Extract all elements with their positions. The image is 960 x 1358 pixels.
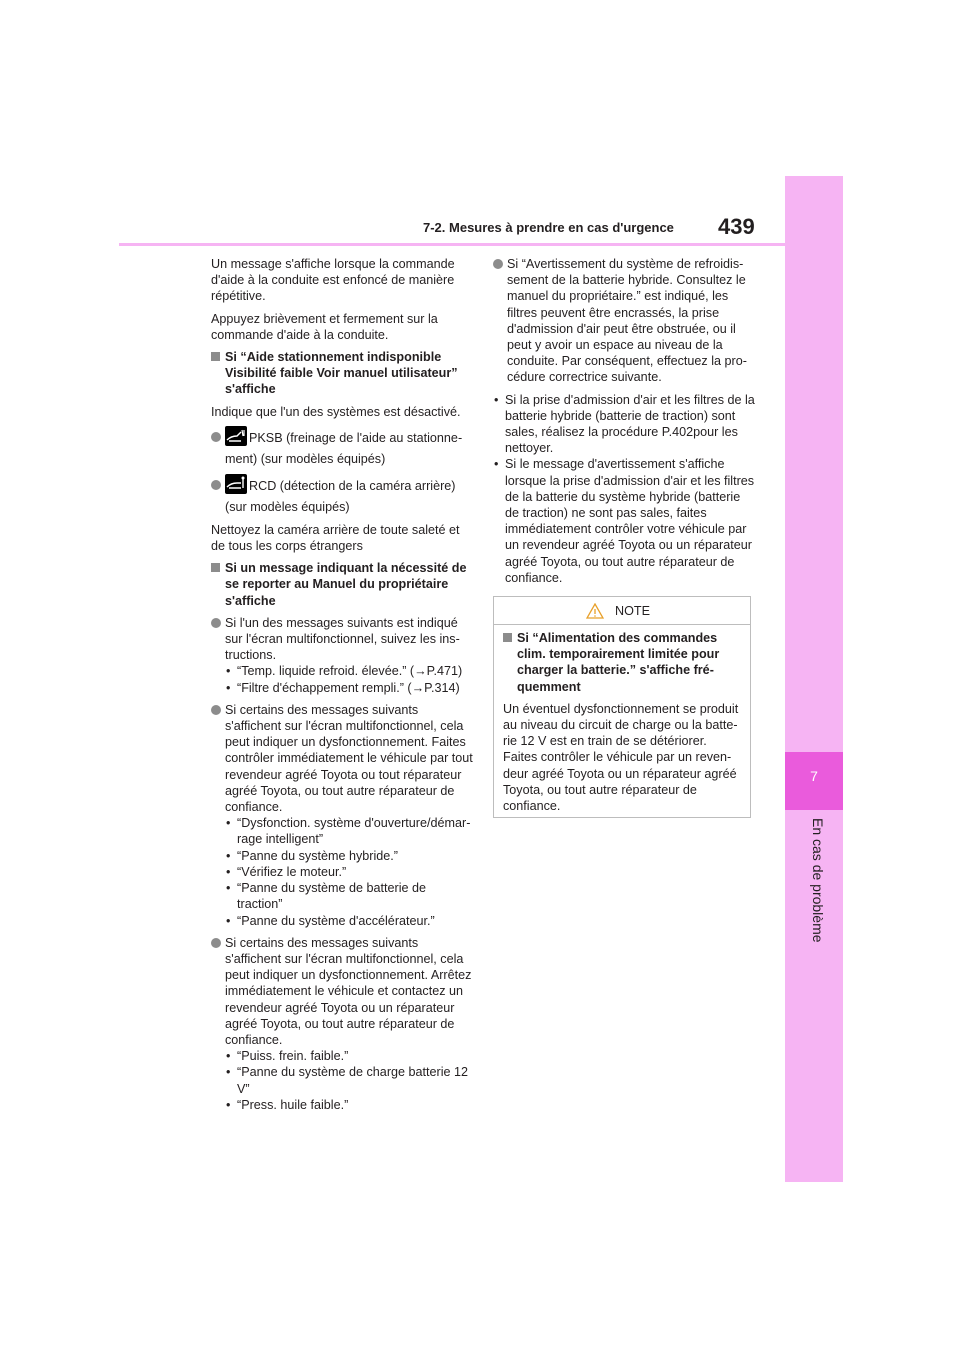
note-title: NOTE — [615, 604, 650, 618]
paragraph-clean-camera: Nettoyez la caméra arrière de toute saleté et de tous les corps étrangers — [211, 522, 460, 554]
rcd-camera-icon — [225, 474, 247, 494]
square-bullet-icon — [211, 352, 220, 361]
round-bullet-icon — [211, 480, 221, 490]
heading-parking-assist: Si “Aide stationnement indisponible Visibilité faible Voir manuel utilisateur” s'affiche — [211, 349, 473, 398]
round-bullet-icon — [211, 432, 221, 442]
list-item: • “Filtre d'échappement rempli.” (→P.314) — [225, 680, 473, 696]
warning-triangle-icon — [586, 603, 604, 619]
note-header — [494, 597, 750, 625]
pksb-item: PKSB (freinage de l'aide au stationnement) (sur modèles équipés) — [211, 426, 473, 470]
note-box — [493, 596, 751, 818]
heading-owner-manual: Si un message indiquant la nécessité de se reporter au Manuel du propriétaire s'affiche — [211, 560, 473, 609]
list-item: • “Temp. liquide refroid. élevée.” (→P.471) — [225, 663, 473, 679]
list-item: • Si le message d'avertissement s'affiche lorsque la prise d'admission d'air et les filtres de la batterie du système hybride (batterie de traction) ne sont pas sales, faites immédiatement contrôler votre véhicule par un revendeur agréé Toyota ou un réparateur agréé Toyota, ou tout autre réparateur de confiance. — [493, 456, 755, 586]
paragraph-system-disabled: Indique que l'un des systèmes est désactivé. — [211, 404, 461, 419]
round-bullet-icon — [211, 938, 221, 948]
intro-paragraph-1: Un message s'affiche lorsque la commande d'aide à la conduite est enfoncé de manière répétitive. — [211, 257, 455, 304]
pksb-car-icon — [225, 426, 247, 446]
bullet-follow-instructions: Si l'un des messages suivants est indiqué sur l'écran multifonctionnel, suivez les instructions. • “Temp. liquide refroid. élevée.” (→P.471) • “Filtre d'échappement rempli.” (→P.314) — [211, 615, 473, 696]
bullet-have-checked: Si certains des messages suivants s'affichent sur l'écran multifonctionnel, cela peut indiquer un dysfonctionnement. Faites contrôler immédiatement le véhicule par tout revendeur agréé Toyota ou tout réparateur agréé Toyota, ou tout autre réparateur de confiance. • “Dysfonction. système d'ouverture/démarrage intelligent” • “Panne du système hybride.” • “Vérifiez le moteur.” • “Panne du système de batterie de traction” • “Panne du système d'accélérateur.” — [211, 702, 473, 929]
intro-paragraph-2: Appuyez brièvement et fermement sur la commande d'aide à la conduite. — [211, 311, 438, 342]
note-heading: Si “Alimentation des commandes clim. temporairement limitée pour charger la batterie.” s'affiche fréquemment — [503, 630, 742, 695]
round-bullet-icon — [493, 259, 503, 269]
rcd-item: RCD (détection de la caméra arrière) (sur modèles équipés) — [211, 474, 473, 518]
side-tab-number: 7 — [810, 768, 818, 784]
list-item: • “Puiss. frein. faible.” — [225, 1048, 473, 1064]
side-tab-strip — [785, 176, 843, 1182]
bullet-stop-vehicle: Si certains des messages suivants s'affichent sur l'écran multifonctionnel, cela peut indiquer un dysfonctionnement. Arrêtez immédiatement le véhicule et contactez un revendeur agréé Toyota ou un réparateur agréé Toyota, ou tout autre réparateur de confiance. • “Puiss. frein. faible.” • “Panne du système de charge batterie 12 V” • “Press. huile faible.” — [211, 935, 473, 1113]
square-bullet-icon — [503, 633, 512, 642]
round-bullet-icon — [211, 618, 221, 628]
list-item: • “Panne du système hybride.” — [225, 848, 473, 864]
left-column — [211, 256, 473, 1119]
page-number: 439 — [718, 214, 755, 239]
square-bullet-icon — [211, 563, 220, 572]
header-rule — [119, 243, 785, 246]
list-item: • Si la prise d'admission d'air et les filtres de la batterie hybride (batterie de traction) sont sales, réalisez la procédure P.402pour les nettoyer. — [493, 392, 755, 457]
list-item: • “Press. huile faible.” — [225, 1097, 473, 1113]
right-column — [493, 256, 755, 586]
list-item: • “Vérifiez le moteur.” — [225, 864, 473, 880]
note-text: Un éventuel dysfonctionnement se produit au niveau du circuit de charge ou la batterie 12 V est en train de se détériorer. Faites contrôler le véhicule par un revendeur agréé Toyota ou un réparateur agréé Toyota, ou tout autre réparateur de confiance. — [503, 701, 739, 814]
list-item: • “Panne du système d'accélérateur.” — [225, 913, 473, 929]
bullet-hybrid-cooling: Si “Avertissement du système de refroidissement de la batterie hybride. Consultez le manuel du propriétaire.” est indiqué, les filtres peuvent être encrassés, la prise d'admission d'air peut être obstruée, ou il peut y avoir un espace au niveau de la conduite. Par conséquent, effectuez la procédure correctrice suivante. — [493, 256, 755, 386]
note-body — [494, 625, 750, 814]
list-item: • “Panne du système de batterie de traction” — [225, 880, 473, 912]
list-item: • “Panne du système de charge batterie 12 V” — [225, 1064, 473, 1096]
section-heading: 7-2. Mesures à prendre en cas d'urgence — [423, 220, 674, 235]
list-item: • “Dysfonction. système d'ouverture/démarrage intelligent” — [225, 815, 473, 847]
round-bullet-icon — [211, 705, 221, 715]
side-tab-label: En cas de problème — [810, 818, 826, 943]
